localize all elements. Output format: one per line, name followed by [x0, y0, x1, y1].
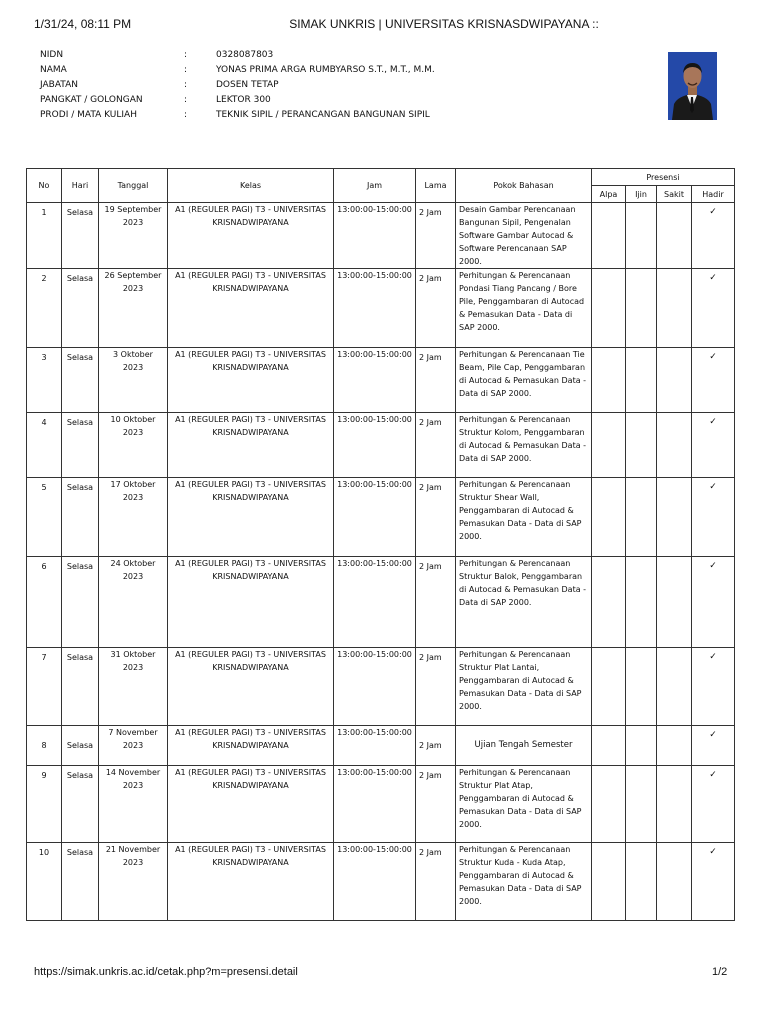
cell-jam: 13:00:00-15:00:00: [334, 348, 416, 413]
cell-lama: 2 Jam: [416, 648, 456, 726]
cell-no: 6: [27, 557, 62, 648]
cell-ijin: [626, 348, 657, 413]
cell-sakit: [657, 766, 692, 843]
cell-jam: 13:00:00-15:00:00: [334, 478, 416, 557]
cell-sakit: [657, 843, 692, 921]
page-title: SIMAK UNKRIS | UNIVERSITAS KRISNASDWIPAYANA ::: [289, 17, 599, 31]
cell-hari: Selasa: [62, 557, 99, 648]
info-label: NIDN: [40, 50, 64, 60]
cell-hadir-check: ✓: [692, 557, 735, 648]
cell-no: 2: [27, 269, 62, 348]
attendance-table: [26, 168, 735, 921]
col-tanggal: Tanggal: [99, 169, 168, 203]
table-row: [27, 269, 735, 348]
cell-ijin: [626, 478, 657, 557]
lecturer-photo: [668, 52, 717, 120]
col-kelas: Kelas: [168, 169, 334, 203]
cell-hari: Selasa: [62, 478, 99, 557]
cell-kelas: A1 (REGULER PAGI) T3 - UNIVERSITAS KRISNADWIPAYANA: [168, 648, 334, 726]
print-header: [0, 15, 768, 33]
cell-ijin: [626, 557, 657, 648]
cell-pokok-bahasan: Perhitungan & Perencanaan Struktur Kuda - Kuda Atap, Penggambaran di Autocad & Pemasukan Data - Data di SAP 2000.: [456, 843, 592, 921]
table-row: [27, 726, 735, 766]
cell-no: 3: [27, 348, 62, 413]
cell-alpa: [592, 557, 626, 648]
cell-ijin: [626, 203, 657, 269]
cell-no: 7: [27, 648, 62, 726]
cell-pokok-bahasan: Desain Gambar Perencanaan Bangunan Sipil, Pengenalan Software Gambar Autocad & Software Perencanaan SAP 2000.: [456, 203, 592, 269]
col-alpa: Alpa: [592, 186, 626, 203]
cell-sakit: [657, 557, 692, 648]
cell-lama: 2 Jam: [416, 726, 456, 766]
col-pokok-bahasan: Pokok Bahasan: [456, 169, 592, 203]
cell-no: 4: [27, 413, 62, 478]
cell-lama: 2 Jam: [416, 557, 456, 648]
cell-jam: 13:00:00-15:00:00: [334, 843, 416, 921]
info-value: LEKTOR 300: [216, 95, 271, 105]
cell-hadir-check: ✓: [692, 413, 735, 478]
cell-pokok-bahasan: Perhitungan & Perencanaan Struktur Shear Wall, Penggambaran di Autocad & Pemasukan Data - Data di SAP 2000.: [456, 478, 592, 557]
cell-hadir-check: ✓: [692, 843, 735, 921]
cell-kelas: A1 (REGULER PAGI) T3 - UNIVERSITAS KRISNADWIPAYANA: [168, 478, 334, 557]
cell-pokok-bahasan: Perhitungan & Perencanaan Struktur Plat Lantai, Penggambaran di Autocad & Pemasukan Data - Data di SAP 2000.: [456, 648, 592, 726]
cell-hadir-check: ✓: [692, 766, 735, 843]
cell-pokok-bahasan: Ujian Tengah Semester: [456, 726, 592, 766]
cell-hadir-check: ✓: [692, 478, 735, 557]
cell-hadir-check: ✓: [692, 726, 735, 766]
cell-tanggal: 3 Oktober 2023: [99, 348, 168, 413]
cell-lama: 2 Jam: [416, 843, 456, 921]
cell-jam: 13:00:00-15:00:00: [334, 557, 416, 648]
info-label: NAMA: [40, 65, 67, 75]
cell-hari: Selasa: [62, 348, 99, 413]
cell-alpa: [592, 203, 626, 269]
cell-hadir-check: ✓: [692, 203, 735, 269]
cell-no: 9: [27, 766, 62, 843]
cell-hari: Selasa: [62, 203, 99, 269]
header-row: [27, 169, 735, 186]
cell-no: 5: [27, 478, 62, 557]
cell-alpa: [592, 478, 626, 557]
cell-tanggal: 17 Oktober 2023: [99, 478, 168, 557]
cell-hadir-check: ✓: [692, 648, 735, 726]
cell-hari: Selasa: [62, 843, 99, 921]
page-url: https://simak.unkris.ac.id/cetak.php?m=presensi.detail: [34, 966, 298, 978]
cell-lama: 2 Jam: [416, 348, 456, 413]
cell-ijin: [626, 648, 657, 726]
cell-ijin: [626, 269, 657, 348]
cell-sakit: [657, 269, 692, 348]
col-no: No: [27, 169, 62, 203]
cell-ijin: [626, 843, 657, 921]
cell-sakit: [657, 478, 692, 557]
print-datetime: 1/31/24, 08:11 PM: [34, 17, 132, 31]
cell-jam: 13:00:00-15:00:00: [334, 413, 416, 478]
table-row: [27, 348, 735, 413]
cell-pokok-bahasan: Perhitungan & Perencanaan Pondasi Tiang Pancang / Bore Pile, Penggambaran di Autocad & Pemasukan Data - Data di SAP 2000.: [456, 269, 592, 348]
cell-jam: 13:00:00-15:00:00: [334, 648, 416, 726]
cell-ijin: [626, 726, 657, 766]
cell-kelas: A1 (REGULER PAGI) T3 - UNIVERSITAS KRISNADWIPAYANA: [168, 726, 334, 766]
cell-hadir-check: ✓: [692, 348, 735, 413]
cell-kelas: A1 (REGULER PAGI) T3 - UNIVERSITAS KRISNADWIPAYANA: [168, 557, 334, 648]
cell-tanggal: 10 Oktober 2023: [99, 413, 168, 478]
cell-hari: Selasa: [62, 413, 99, 478]
cell-pokok-bahasan: Perhitungan & Perencanaan Struktur Balok, Penggambaran di Autocad & Pemasukan Data - Data di SAP 2000.: [456, 557, 592, 648]
cell-pokok-bahasan: Perhitungan & Perencanaan Struktur Plat Atap, Penggambaran di Autocad & Pemasukan Data - Data di SAP 2000.: [456, 766, 592, 843]
info-value: 0328087803: [216, 50, 274, 60]
table-row: [27, 203, 735, 269]
cell-no: 10: [27, 843, 62, 921]
info-colon: :: [184, 110, 188, 120]
cell-no: 8: [27, 726, 62, 766]
cell-alpa: [592, 648, 626, 726]
cell-alpa: [592, 766, 626, 843]
cell-tanggal: 7 November 2023: [99, 726, 168, 766]
cell-kelas: A1 (REGULER PAGI) T3 - UNIVERSITAS KRISNADWIPAYANA: [168, 348, 334, 413]
col-hari: Hari: [62, 169, 99, 203]
info-label: JABATAN: [40, 80, 78, 90]
cell-tanggal: 14 November 2023: [99, 766, 168, 843]
cell-kelas: A1 (REGULER PAGI) T3 - UNIVERSITAS KRISNADWIPAYANA: [168, 269, 334, 348]
col-sakit: Sakit: [657, 186, 692, 203]
col-presensi: Presensi: [592, 169, 735, 186]
table-row: [27, 478, 735, 557]
cell-jam: 13:00:00-15:00:00: [334, 766, 416, 843]
cell-tanggal: 31 Oktober 2023: [99, 648, 168, 726]
table-row: [27, 557, 735, 648]
cell-hari: Selasa: [62, 648, 99, 726]
cell-jam: 13:00:00-15:00:00: [334, 726, 416, 766]
table-row: [27, 843, 735, 921]
avatar: [668, 52, 717, 120]
col-ijin: Ijin: [626, 186, 657, 203]
cell-hari: Selasa: [62, 269, 99, 348]
cell-lama: 2 Jam: [416, 269, 456, 348]
cell-hari: Selasa: [62, 726, 99, 766]
cell-ijin: [626, 413, 657, 478]
cell-lama: 2 Jam: [416, 413, 456, 478]
info-value: TEKNIK SIPIL / PERANCANGAN BANGUNAN SIPIL: [216, 110, 430, 120]
info-colon: :: [184, 95, 188, 105]
cell-sakit: [657, 348, 692, 413]
cell-alpa: [592, 413, 626, 478]
cell-ijin: [626, 766, 657, 843]
cell-lama: 2 Jam: [416, 478, 456, 557]
cell-hari: Selasa: [62, 766, 99, 843]
cell-no: 1: [27, 203, 62, 269]
cell-sakit: [657, 413, 692, 478]
cell-alpa: [592, 348, 626, 413]
info-value: DOSEN TETAP: [216, 80, 279, 90]
info-label: PANGKAT / GOLONGAN: [40, 95, 143, 105]
table-row: [27, 648, 735, 726]
cell-tanggal: 26 September 2023: [99, 269, 168, 348]
cell-pokok-bahasan: Perhitungan & Perencanaan Struktur Kolom, Penggambaran di Autocad & Pemasukan Data - Data di SAP 2000.: [456, 413, 592, 478]
info-colon: :: [184, 80, 188, 90]
cell-lama: 2 Jam: [416, 766, 456, 843]
info-label: PRODI / MATA KULIAH: [40, 110, 137, 120]
cell-kelas: A1 (REGULER PAGI) T3 - UNIVERSITAS KRISNADWIPAYANA: [168, 766, 334, 843]
cell-sakit: [657, 726, 692, 766]
cell-jam: 13:00:00-15:00:00: [334, 269, 416, 348]
cell-sakit: [657, 648, 692, 726]
col-lama: Lama: [416, 169, 456, 203]
cell-kelas: A1 (REGULER PAGI) T3 - UNIVERSITAS KRISNADWIPAYANA: [168, 203, 334, 269]
cell-jam: 13:00:00-15:00:00: [334, 203, 416, 269]
cell-alpa: [592, 843, 626, 921]
cell-sakit: [657, 203, 692, 269]
info-colon: :: [184, 50, 188, 60]
info-colon: :: [184, 65, 188, 75]
cell-tanggal: 21 November 2023: [99, 843, 168, 921]
info-value: YONAS PRIMA ARGA RUMBYARSO S.T., M.T., M.M.: [216, 65, 435, 75]
cell-hadir-check: ✓: [692, 269, 735, 348]
col-hadir: Hadir: [692, 186, 735, 203]
page-number: 1/2: [712, 966, 728, 978]
cell-kelas: A1 (REGULER PAGI) T3 - UNIVERSITAS KRISNADWIPAYANA: [168, 843, 334, 921]
cell-pokok-bahasan: Perhitungan & Perencanaan Tie Beam, Pile Cap, Penggambaran di Autocad & Pemasukan Data - Data di SAP 2000.: [456, 348, 592, 413]
cell-lama: 2 Jam: [416, 203, 456, 269]
cell-alpa: [592, 726, 626, 766]
table-row: [27, 766, 735, 843]
col-jam: Jam: [334, 169, 416, 203]
cell-tanggal: 24 Oktober 2023: [99, 557, 168, 648]
cell-tanggal: 19 September 2023: [99, 203, 168, 269]
cell-alpa: [592, 269, 626, 348]
cell-kelas: A1 (REGULER PAGI) T3 - UNIVERSITAS KRISNADWIPAYANA: [168, 413, 334, 478]
table-row: [27, 413, 735, 478]
